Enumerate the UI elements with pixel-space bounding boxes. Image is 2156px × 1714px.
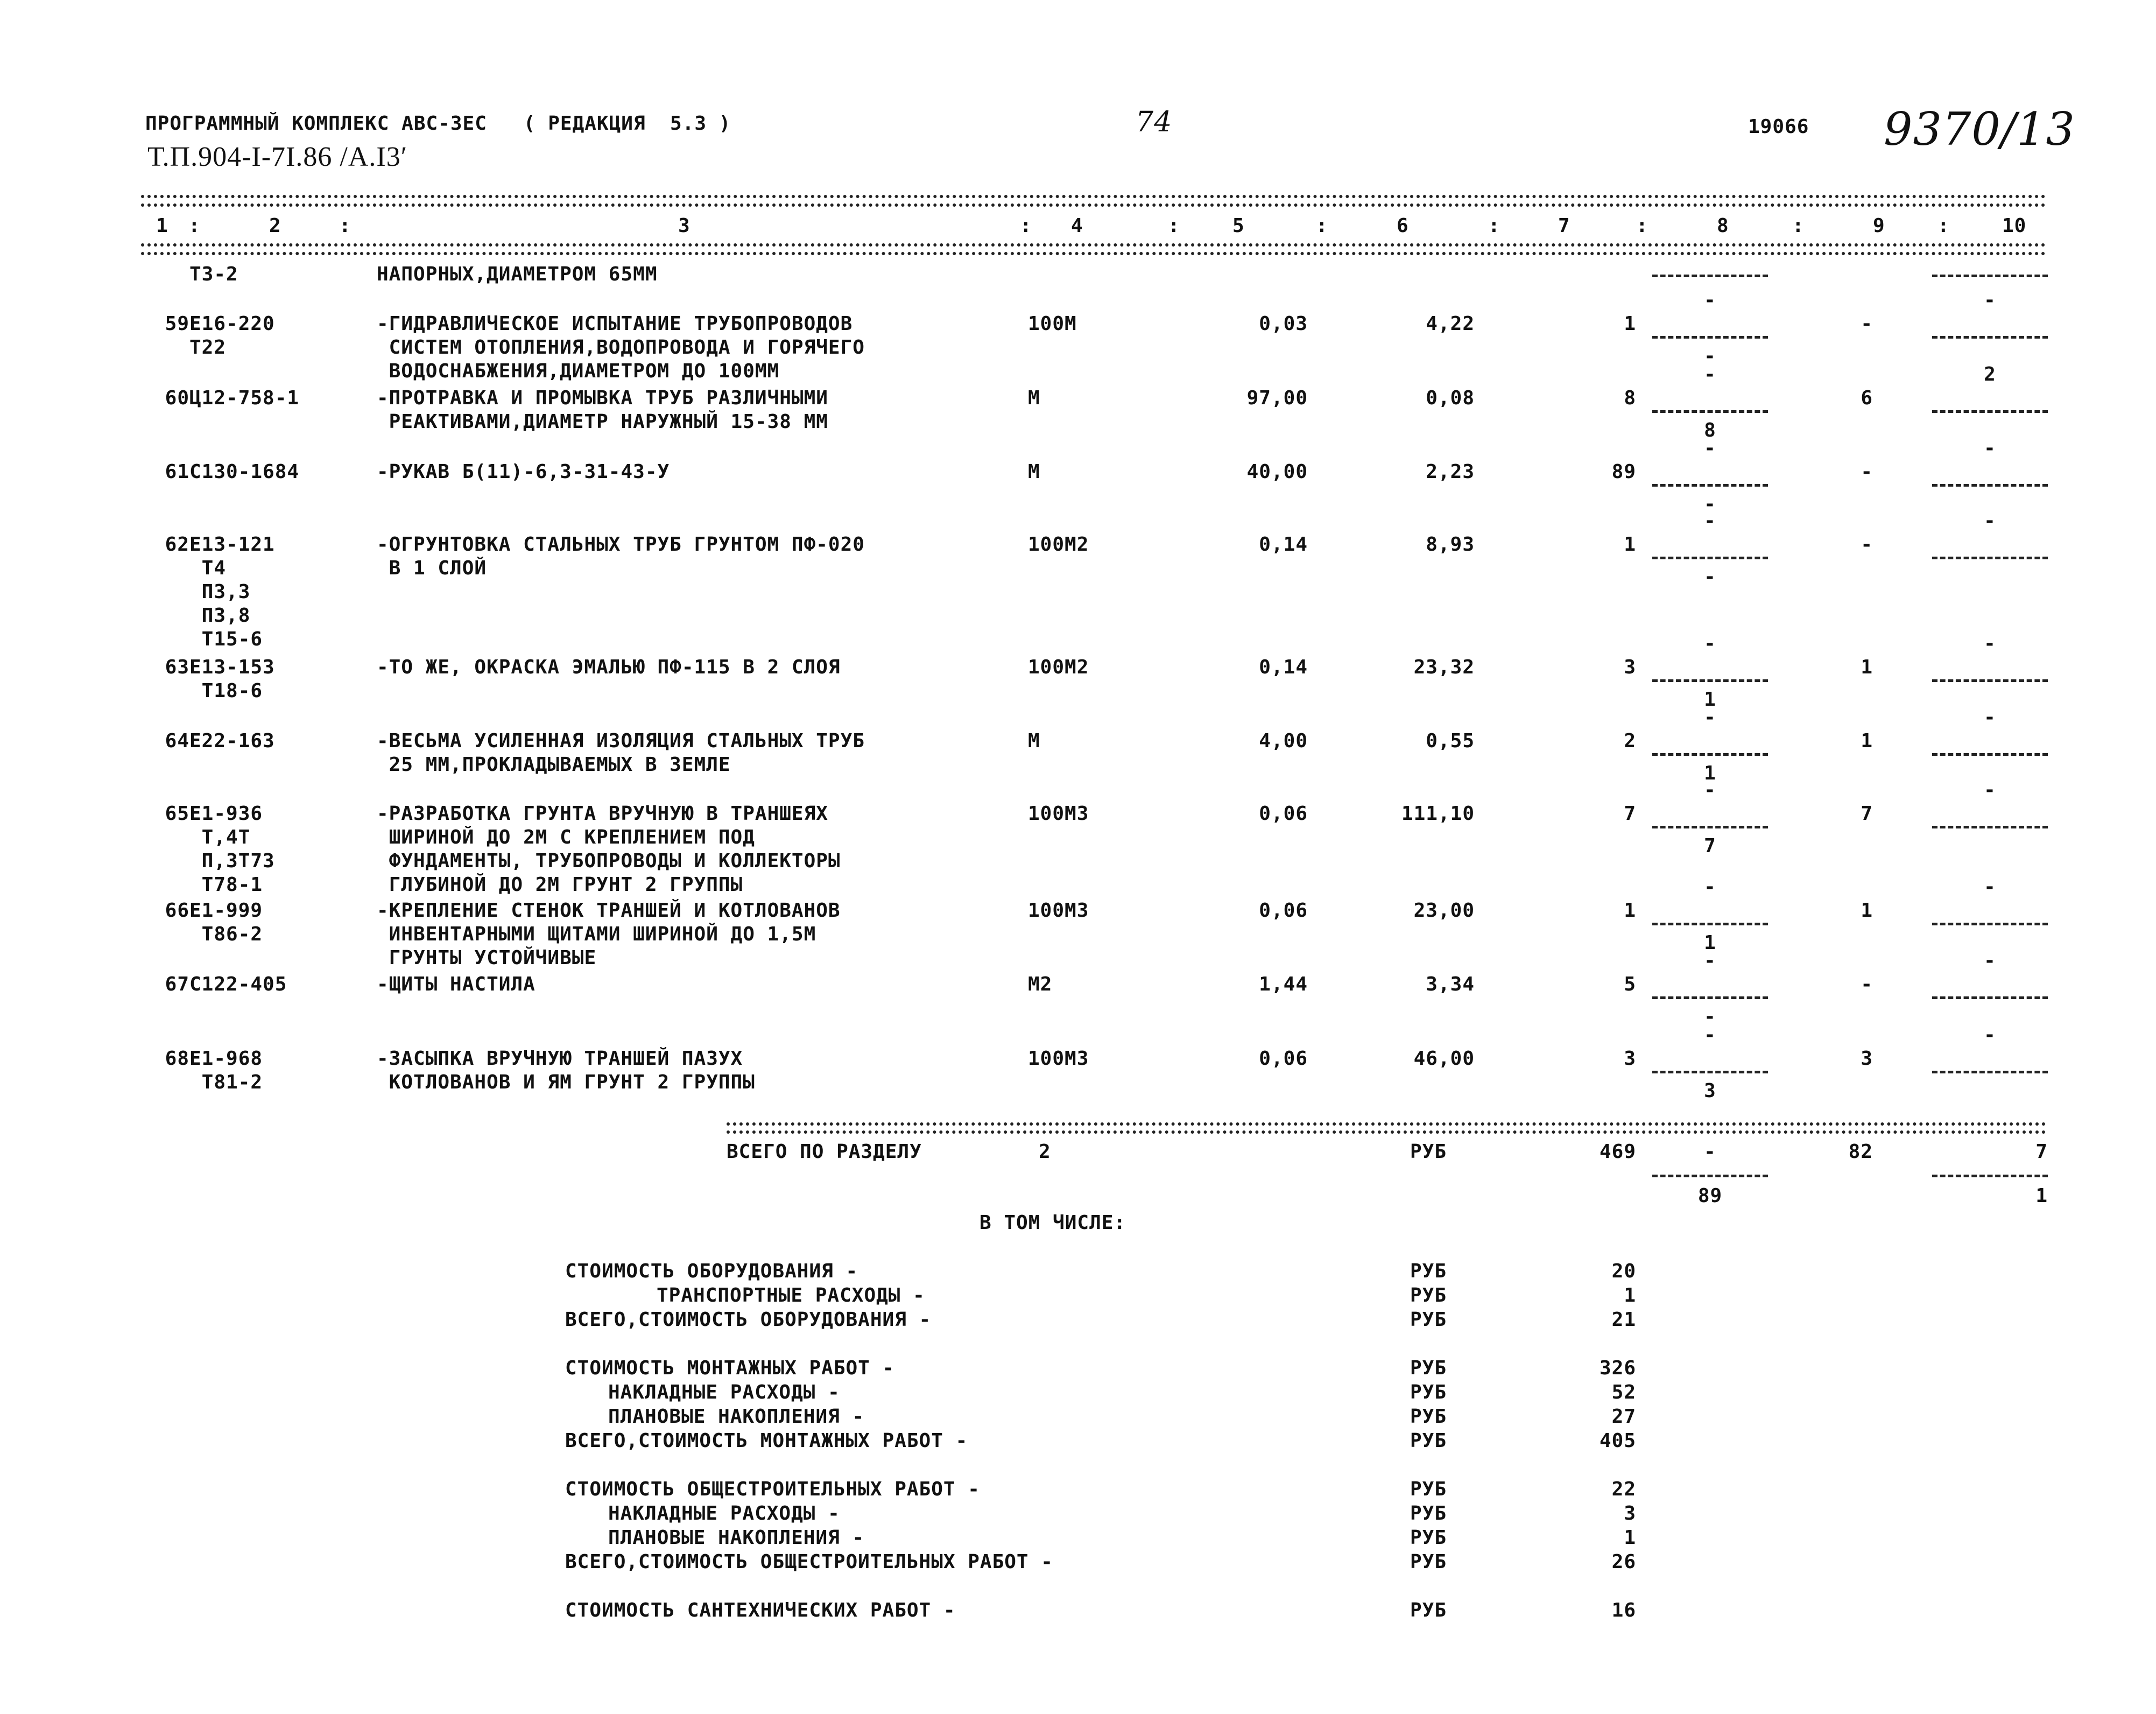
- cost-divider: [1932, 679, 2048, 682]
- cost-col-10: -: [1984, 1024, 1996, 1046]
- total-cost: 1: [1624, 900, 1636, 922]
- summary-label: СТОИМОСТЬ ОБЩЕСТРОИТЕЛЬНЫХ РАБОТ -: [565, 1478, 980, 1500]
- work-description: -ГИДРАВЛИЧЕСКОЕ ИСПЫТАНИЕ ТРУБОПРОВОДОВ: [377, 313, 853, 335]
- unit-price: 2,23: [1426, 461, 1475, 483]
- total-cost: 3: [1624, 656, 1636, 678]
- column-separator: :: [1316, 215, 1328, 237]
- summary-unit: РУБ: [1410, 1260, 1447, 1282]
- cost-divider: [1652, 826, 1768, 828]
- summary-label: ВСЕГО,СТОИМОСТЬ МОНТАЖНЫХ РАБОТ -: [565, 1430, 968, 1452]
- norm-code: Т18-6: [189, 680, 263, 702]
- norm-code: П3,3: [189, 581, 251, 603]
- summary-unit: РУБ: [1410, 1527, 1447, 1549]
- unit: М: [1028, 387, 1040, 409]
- work-description: ШИРИНОЙ ДО 2М С КРЕПЛЕНИЕМ ПОД: [377, 826, 755, 848]
- cost-col-8-bottom: 1: [1704, 932, 1716, 954]
- work-description: ФУНДАМЕНТЫ, ТРУБОПРОВОДЫ И КОЛЛЕКТОРЫ: [377, 850, 841, 872]
- cost-col-8-bottom: -: [1704, 566, 1716, 588]
- table-row: [0, 437, 2156, 515]
- work-description: -ТО ЖЕ, ОКРАСКА ЭМАЛЬЮ ПФ-115 В 2 СЛОЯ: [377, 656, 841, 678]
- cost-col-9: -: [1861, 973, 1873, 995]
- column-separator: :: [1937, 215, 1950, 237]
- norm-code: Т81-2: [189, 1071, 263, 1093]
- summary-unit: РУБ: [1410, 1430, 1447, 1452]
- summary-value: 16: [1611, 1599, 1636, 1621]
- row-number: 59: [165, 313, 189, 335]
- quantity: 0,06: [1259, 803, 1308, 825]
- summary-label: СТОИМОСТЬ ОБОРУДОВАНИЯ -: [565, 1260, 858, 1282]
- column-separator: :: [1168, 215, 1180, 237]
- unit-price: 23,32: [1413, 656, 1475, 678]
- summary-label: НАКЛАДНЫЕ РАСХОДЫ -: [608, 1502, 840, 1525]
- unit-price: 3,34: [1426, 973, 1475, 995]
- row-number: 64: [165, 730, 189, 752]
- unit-price: 8,93: [1426, 533, 1475, 556]
- unit-price: 0,08: [1426, 387, 1475, 409]
- total-cost: 89: [1611, 461, 1636, 483]
- cost-col-8-top: -: [1704, 633, 1716, 655]
- work-description: СИСТЕМ ОТОПЛЕНИЯ,ВОДОПРОВОДА И ГОРЯЧЕГО: [377, 336, 865, 359]
- work-description: ИНВЕНТАРНЫМИ ЩИТАМИ ШИРИНОЙ ДО 1,5М: [377, 923, 816, 945]
- column-separator: :: [1636, 215, 1648, 237]
- total-col-9: 82: [1848, 1141, 1873, 1163]
- column-number: 1: [156, 215, 168, 237]
- total-rule: [727, 1122, 2046, 1126]
- summary-label: СТОИМОСТЬ МОНТАЖНЫХ РАБОТ -: [565, 1357, 895, 1379]
- row-number: 68: [165, 1048, 189, 1070]
- norm-code: Е1-936: [189, 803, 263, 825]
- handwritten-stamp: 9370/13: [1884, 103, 2075, 156]
- work-description: 25 ММ,ПРОКЛАДЫВАЕМЫХ В ЗЕМЛЕ: [377, 754, 731, 776]
- norm-code: Е16-220: [189, 313, 275, 335]
- norm-code: Т15-6: [189, 628, 263, 650]
- unit: 100М3: [1028, 1048, 1089, 1070]
- quantity: 4,00: [1259, 730, 1308, 752]
- work-description: ВОДОСНАБЖЕНИЯ,ДИАМЕТРОМ ДО 100ММ: [377, 360, 780, 382]
- table-row: [0, 263, 2156, 285]
- summary-value: 1: [1624, 1527, 1636, 1549]
- cost-col-8-bottom: 7: [1704, 835, 1716, 857]
- row-number: 60: [165, 387, 189, 409]
- norm-code: Е22-163: [189, 730, 275, 752]
- work-description: ГРУНТЫ УСТОЙЧИВЫЕ: [377, 947, 597, 969]
- document-code: 19066: [1748, 116, 1809, 138]
- cost-col-10: -: [1984, 950, 1996, 972]
- summary-unit: РУБ: [1410, 1478, 1447, 1500]
- cost-col-8-bottom: -: [1704, 345, 1716, 367]
- cost-divider: [1652, 753, 1768, 756]
- summary-value: 52: [1611, 1381, 1636, 1403]
- summary-unit: РУБ: [1410, 1381, 1447, 1403]
- cost-col-9: 6: [1861, 387, 1873, 409]
- summary-label: ПЛАНОВЫЕ НАКОПЛЕНИЯ -: [608, 1527, 865, 1549]
- total-col-10-top: 7: [2035, 1141, 2048, 1163]
- table-row: [0, 779, 2156, 896]
- cost-divider: [1932, 275, 2048, 277]
- cost-col-8-bottom: 3: [1704, 1080, 1716, 1102]
- header-rule-bottom-2: [141, 252, 2046, 255]
- column-separator: :: [1488, 215, 1500, 237]
- work-description: ГЛУБИНОЙ ДО 2М ГРУНТ 2 ГРУППЫ: [377, 874, 743, 896]
- total-divider: [1932, 1175, 2048, 1177]
- cost-col-10: -: [1984, 876, 1996, 898]
- summary-value: 27: [1611, 1406, 1636, 1428]
- cost-divider: [1932, 753, 2048, 756]
- cost-col-9: -: [1861, 461, 1873, 483]
- column-separator: :: [1020, 215, 1032, 237]
- summary-value: 405: [1599, 1430, 1636, 1452]
- cost-col-10: -: [1984, 289, 1996, 311]
- cost-col-8-top: -: [1704, 1024, 1716, 1046]
- total-cost: 5: [1624, 973, 1636, 995]
- cost-divider: [1652, 923, 1768, 925]
- cost-col-10: 2: [1984, 363, 1996, 385]
- cost-divider: [1932, 557, 2048, 559]
- work-description: -РАЗРАБОТКА ГРУНТА ВРУЧНУЮ В ТРАНШЕЯХ: [377, 803, 828, 825]
- cost-col-9: 3: [1861, 1048, 1873, 1070]
- header-rule-bottom: [141, 243, 2046, 247]
- column-number: 10: [2002, 215, 2027, 237]
- column-number: 2: [269, 215, 281, 237]
- summary-value: 20: [1611, 1260, 1636, 1282]
- norm-code: Т22: [189, 336, 227, 359]
- column-separator: :: [1792, 215, 1805, 237]
- cost-divider: [1652, 557, 1768, 559]
- row-number: 65: [165, 803, 189, 825]
- cost-col-9: 1: [1861, 900, 1873, 922]
- cost-col-9: 1: [1861, 656, 1873, 678]
- summary-label: ТРАНСПОРТНЫЕ РАСХОДЫ -: [657, 1284, 925, 1306]
- work-description: -ЩИТЫ НАСТИЛА: [377, 973, 536, 995]
- total-section: 2: [1039, 1141, 1051, 1163]
- total-unit: РУБ: [1410, 1141, 1447, 1163]
- doc-id: Т.П.904-І-7І.86 /А.І3′: [147, 142, 408, 172]
- cost-col-10: -: [1984, 706, 1996, 728]
- norm-code: П3,8: [189, 605, 251, 627]
- summary-label: СТОИМОСТЬ САНТЕХНИЧЕСКИХ РАБОТ -: [565, 1599, 956, 1621]
- column-number: 4: [1071, 215, 1083, 237]
- including-heading: В ТОМ ЧИСЛЕ:: [980, 1212, 1126, 1234]
- work-description: КОТЛОВАНОВ И ЯМ ГРУНТ 2 ГРУППЫ: [377, 1071, 755, 1093]
- total-cost: 3: [1624, 1048, 1636, 1070]
- summary-unit: РУБ: [1410, 1502, 1447, 1525]
- summary-unit: РУБ: [1410, 1357, 1447, 1379]
- page-number: 74: [1136, 106, 1173, 138]
- row-number: 63: [165, 656, 189, 678]
- norm-code: Т3-2: [189, 263, 238, 285]
- column-separator: :: [188, 215, 201, 237]
- norm-code: Е13-121: [189, 533, 275, 556]
- table-row: [0, 510, 2156, 650]
- work-description: В 1 СЛОЙ: [377, 557, 487, 579]
- norm-code: Т4: [189, 557, 227, 579]
- column-number: 6: [1397, 215, 1409, 237]
- quantity: 0,06: [1259, 1048, 1308, 1070]
- cost-col-10: -: [1984, 633, 1996, 655]
- quantity: 1,44: [1259, 973, 1308, 995]
- work-description: -КРЕПЛЕНИЕ СТЕНОК ТРАНШЕЙ И КОТЛОВАНОВ: [377, 900, 841, 922]
- unit: 100М3: [1028, 803, 1089, 825]
- norm-code: Т,4Т: [189, 826, 251, 848]
- quantity: 0,03: [1259, 313, 1308, 335]
- total-cost: 7: [1624, 803, 1636, 825]
- summary-unit: РУБ: [1410, 1599, 1447, 1621]
- norm-code: Е1-999: [189, 900, 263, 922]
- cost-col-9: 7: [1861, 803, 1873, 825]
- work-description: РЕАКТИВАМИ,ДИАМЕТР НАРУЖНЫЙ 15-38 ММ: [377, 411, 828, 433]
- unit: М: [1028, 461, 1040, 483]
- total-cost: 469: [1599, 1141, 1636, 1163]
- cost-col-8-bottom: 1: [1704, 689, 1716, 711]
- cost-divider: [1652, 336, 1768, 339]
- table-row: [0, 706, 2156, 784]
- cost-col-8-top: -: [1704, 437, 1716, 459]
- cost-col-10: -: [1984, 779, 1996, 801]
- cost-col-8-top: -: [1704, 289, 1716, 311]
- summary-label: НАКЛАДНЫЕ РАСХОДЫ -: [608, 1381, 840, 1403]
- norm-code: Т78-1: [189, 874, 263, 896]
- program-title: ПРОГРАММНЫЙ КОМПЛЕКС АВС-ЗЕС ( РЕДАКЦИЯ 5.3 ): [145, 113, 731, 135]
- cost-divider: [1932, 336, 2048, 339]
- norm-code: Е13-153: [189, 656, 275, 678]
- quantity: 0,14: [1259, 533, 1308, 556]
- cost-divider: [1932, 996, 2048, 999]
- work-description: -ПРОТРАВКА И ПРОМЫВКА ТРУБ РАЗЛИЧНЫМИ: [377, 387, 828, 409]
- cost-divider: [1652, 679, 1768, 682]
- work-description: -ЗАСЫПКА ВРУЧНУЮ ТРАНШЕЙ ПАЗУХ: [377, 1048, 743, 1070]
- row-number: 62: [165, 533, 189, 556]
- summary-label: ВСЕГО,СТОИМОСТЬ ОБОРУДОВАНИЯ -: [565, 1309, 932, 1331]
- header-rule-top: [141, 195, 2046, 198]
- norm-code: Е1-968: [189, 1048, 263, 1070]
- total-col-10-bottom: 1: [2035, 1185, 2048, 1207]
- cost-divider: [1652, 1071, 1768, 1073]
- unit: М: [1028, 730, 1040, 752]
- summary-unit: РУБ: [1410, 1406, 1447, 1428]
- summary-label: ВСЕГО,СТОИМОСТЬ ОБЩЕСТРОИТЕЛЬНЫХ РАБОТ -: [565, 1551, 1053, 1573]
- unit-price: 111,10: [1401, 803, 1475, 825]
- total-cost: 1: [1624, 313, 1636, 335]
- column-number: 7: [1558, 215, 1570, 237]
- norm-code: Т86-2: [189, 923, 263, 945]
- cost-divider: [1652, 275, 1768, 277]
- unit-price: 46,00: [1413, 1048, 1475, 1070]
- cost-col-8-bottom: 1: [1704, 762, 1716, 784]
- header-rule-top-2: [141, 203, 2046, 207]
- cost-col-9: 1: [1861, 730, 1873, 752]
- total-cost: 2: [1624, 730, 1636, 752]
- cost-col-8-top: -: [1704, 950, 1716, 972]
- summary-unit: РУБ: [1410, 1309, 1447, 1331]
- quantity: 0,06: [1259, 900, 1308, 922]
- total-cost: 1: [1624, 533, 1636, 556]
- summary-value: 26: [1611, 1551, 1636, 1573]
- total-col-8-top: -: [1704, 1141, 1716, 1163]
- column-number: 8: [1717, 215, 1729, 237]
- cost-col-10: -: [1984, 510, 1996, 532]
- column-number: 5: [1232, 215, 1245, 237]
- summary-value: 21: [1611, 1309, 1636, 1331]
- summary-value: 22: [1611, 1478, 1636, 1500]
- norm-code: С122-405: [189, 973, 287, 995]
- cost-col-8-top: -: [1704, 363, 1716, 385]
- work-description: -РУКАВ Б(11)-6,3-31-43-У: [377, 461, 670, 483]
- unit: 100М3: [1028, 900, 1089, 922]
- summary-unit: РУБ: [1410, 1551, 1447, 1573]
- column-number: 9: [1873, 215, 1885, 237]
- total-label: ВСЕГО ПО РАЗДЕЛУ: [727, 1141, 922, 1163]
- summary-value: 326: [1599, 1357, 1636, 1379]
- work-description: -ОГРУНТОВКА СТАЛЬНЫХ ТРУБ ГРУНТОМ ПФ-020: [377, 533, 865, 556]
- cost-col-8-bottom: 8: [1704, 419, 1716, 441]
- summary-value: 3: [1624, 1502, 1636, 1525]
- cost-col-10: -: [1984, 437, 1996, 459]
- row-number: 67: [165, 973, 189, 995]
- cost-col-8-top: -: [1704, 779, 1716, 801]
- cost-col-8-bottom: -: [1704, 493, 1716, 515]
- cost-divider: [1932, 923, 2048, 925]
- unit-price: 23,00: [1413, 900, 1475, 922]
- quantity: 97,00: [1246, 387, 1308, 409]
- norm-code: Ц12-758-1: [189, 387, 300, 409]
- cost-col-9: -: [1861, 533, 1873, 556]
- table-row: [0, 1024, 2156, 1102]
- cost-divider: [1932, 826, 2048, 828]
- summary-label: ПЛАНОВЫЕ НАКОПЛЕНИЯ -: [608, 1406, 865, 1428]
- total-rule-2: [727, 1130, 2046, 1134]
- column-separator: :: [339, 215, 351, 237]
- row-number: 61: [165, 461, 189, 483]
- norm-code: П,3Т73: [189, 850, 275, 872]
- unit: 100М2: [1028, 656, 1089, 678]
- cost-col-8-top: -: [1704, 706, 1716, 728]
- cost-divider: [1652, 410, 1768, 413]
- cost-col-8-bottom: -: [1704, 1006, 1716, 1028]
- unit-price: 4,22: [1426, 313, 1475, 335]
- table-row: [0, 289, 2156, 382]
- unit-price: 0,55: [1426, 730, 1475, 752]
- work-description: НАПОРНЫХ,ДИАМЕТРОМ 65ММ: [377, 263, 658, 285]
- total-cost: 8: [1624, 387, 1636, 409]
- row-number: 66: [165, 900, 189, 922]
- total-col-8-bottom: 89: [1697, 1185, 1723, 1207]
- quantity: 0,14: [1259, 656, 1308, 678]
- cost-divider: [1652, 996, 1768, 999]
- summary-value: 1: [1624, 1284, 1636, 1306]
- total-divider: [1652, 1175, 1768, 1177]
- cost-col-8-top: -: [1704, 876, 1716, 898]
- unit: 100М: [1028, 313, 1077, 335]
- cost-col-8-top: -: [1704, 510, 1716, 532]
- norm-code: С130-1684: [189, 461, 300, 483]
- cost-col-9: -: [1861, 313, 1873, 335]
- summary-unit: РУБ: [1410, 1284, 1447, 1306]
- column-number: 3: [678, 215, 691, 237]
- cost-divider: [1932, 1071, 2048, 1073]
- cost-divider: [1652, 484, 1768, 487]
- unit: М2: [1028, 973, 1053, 995]
- cost-divider: [1932, 410, 2048, 413]
- work-description: -ВЕСЬМА УСИЛЕННАЯ ИЗОЛЯЦИЯ СТАЛЬНЫХ ТРУБ: [377, 730, 865, 752]
- quantity: 40,00: [1246, 461, 1308, 483]
- cost-divider: [1932, 484, 2048, 487]
- unit: 100М2: [1028, 533, 1089, 556]
